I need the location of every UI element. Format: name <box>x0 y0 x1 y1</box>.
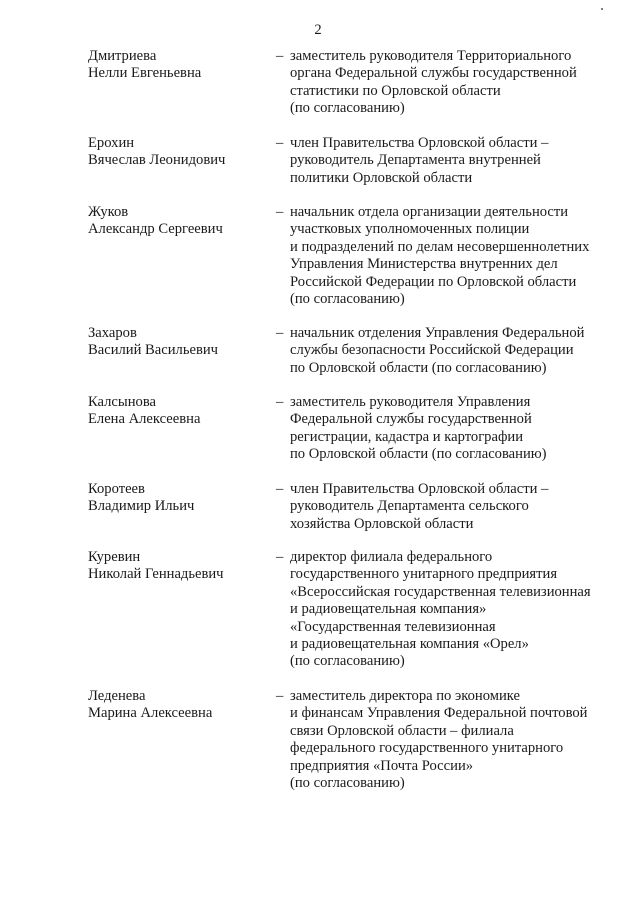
role-line: хозяйства Орловской области <box>290 515 474 532</box>
dash-separator: – <box>276 549 284 565</box>
member-name <box>88 135 278 170</box>
role-line: и радиовещательная компания» <box>290 601 487 618</box>
role-line: (по согласованию) <box>290 775 405 792</box>
member-name <box>88 688 278 723</box>
member-surname: Леденева <box>88 688 146 704</box>
member-role <box>290 48 620 118</box>
role-line: начальник отдела организации деятельности <box>290 204 569 220</box>
role-line: регистрации, кадастра и картографии <box>290 428 524 445</box>
member-surname: Дмитриева <box>88 48 157 64</box>
member-given-names: Василий Васильевич <box>88 342 219 359</box>
role-line: «Всероссийская государственная телевизионная <box>290 583 591 600</box>
role-line: член Правительства Орловской области – <box>290 481 549 497</box>
dash-separator: – <box>276 135 284 151</box>
role-line: по Орловской области (по согласованию) <box>290 446 547 463</box>
page-number: 2 <box>314 22 322 38</box>
member-given-names: Александр Сергеевич <box>88 221 223 238</box>
dash-separator: – <box>276 325 284 341</box>
member-role <box>290 688 620 792</box>
member-role <box>290 325 620 377</box>
member-role <box>290 481 620 533</box>
role-line: (по согласованию) <box>290 653 405 670</box>
member-surname: Калсынова <box>88 394 156 410</box>
member-surname: Захаров <box>88 325 137 341</box>
role-line: руководитель Департамента сельского <box>290 498 529 515</box>
role-line: связи Орловской области – филиала <box>290 722 514 739</box>
role-line: заместитель руководителя Территориального <box>290 48 572 64</box>
role-line: (по согласованию) <box>290 100 405 117</box>
member-name <box>88 48 278 83</box>
role-line: «Государственная телевизионная <box>290 618 496 635</box>
dash-separator: – <box>276 394 284 410</box>
member-role <box>290 549 620 671</box>
member-given-names: Марина Алексеевна <box>88 705 213 722</box>
dash-separator: – <box>276 688 284 704</box>
dash-separator: – <box>276 204 284 220</box>
role-line: по Орловской области (по согласованию) <box>290 359 547 376</box>
member-name <box>88 394 278 429</box>
role-line: статистики по Орловской области <box>290 82 501 99</box>
member-given-names: Владимир Ильич <box>88 498 195 515</box>
member-role <box>290 135 620 187</box>
member-given-names: Вячеслав Леонидович <box>88 152 226 169</box>
member-given-names: Николай Геннадьевич <box>88 566 224 583</box>
role-line: член Правительства Орловской области – <box>290 135 549 151</box>
member-given-names: Нелли Евгеньевна <box>88 65 202 82</box>
role-line: заместитель руководителя Управления <box>290 394 531 410</box>
member-surname: Ерохин <box>88 135 135 151</box>
role-line: директор филиала федерального <box>290 549 493 565</box>
dash-separator: – <box>276 481 284 497</box>
member-surname: Жуков <box>88 204 129 220</box>
role-line: предприятия «Почта России» <box>290 757 474 774</box>
role-line: и финансам Управления Федеральной почтовой <box>290 705 588 722</box>
role-line: руководитель Департамента внутренней <box>290 152 541 169</box>
member-role <box>290 204 620 308</box>
member-surname: Куревин <box>88 549 141 565</box>
scan-speck <box>601 8 603 10</box>
role-line: и подразделений по делам несовершеннолетних <box>290 238 590 255</box>
role-line: Российской Федерации по Орловской области <box>290 273 577 290</box>
member-surname: Коротеев <box>88 481 145 497</box>
member-name <box>88 204 278 239</box>
role-line: федерального государственного унитарного <box>290 740 564 757</box>
role-line: заместитель директора по экономике <box>290 688 520 704</box>
member-name <box>88 549 278 584</box>
role-line: органа Федеральной службы государственной <box>290 65 577 82</box>
dash-separator: – <box>276 48 284 64</box>
role-line: начальник отделения Управления Федеральной <box>290 325 585 341</box>
role-line: службы безопасности Российской Федерации <box>290 342 574 359</box>
member-name <box>88 325 278 360</box>
role-line: Управления Министерства внутренних дел <box>290 256 558 273</box>
role-line: участковых уполномоченных полиции <box>290 221 530 238</box>
role-line: и радиовещательная компания «Орел» <box>290 636 529 653</box>
role-line: политики Орловской области <box>290 169 473 186</box>
member-name <box>88 481 278 516</box>
member-given-names: Елена Алексеевна <box>88 411 201 428</box>
role-line: Федеральной службы государственной <box>290 411 532 428</box>
role-line: государственного унитарного предприятия <box>290 566 558 583</box>
role-line: (по согласованию) <box>290 291 405 308</box>
member-role <box>290 394 620 464</box>
